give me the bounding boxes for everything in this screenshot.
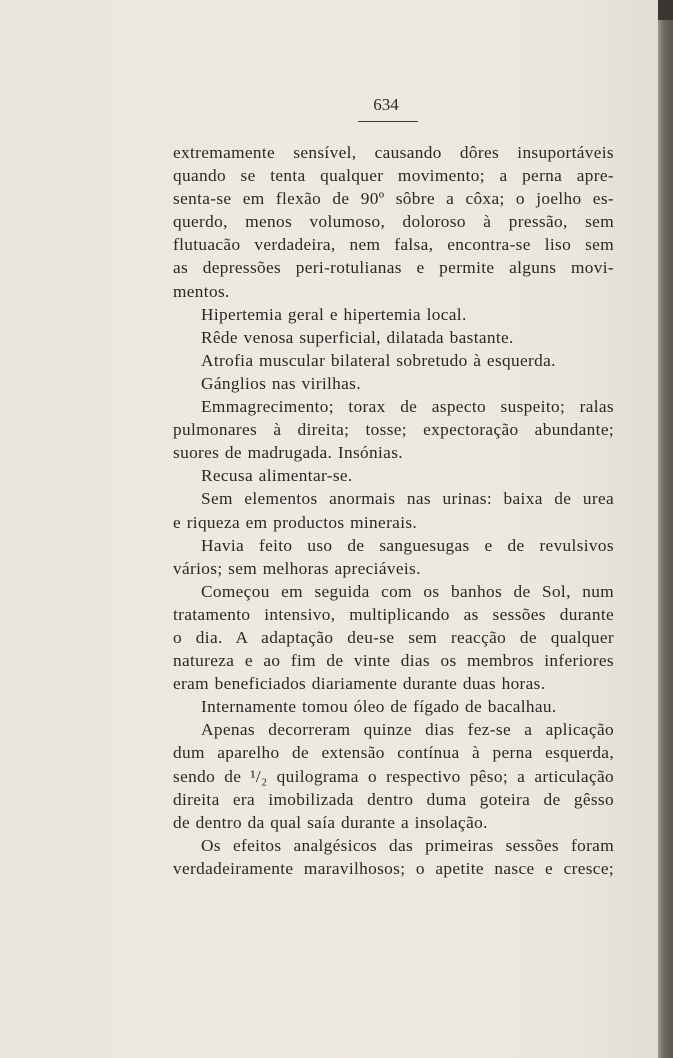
text-line: Internamente tomou óleo de fígado de bacalhau. xyxy=(201,697,557,717)
text-line: querdo, menos volumoso, doloroso à pressão, sem xyxy=(173,212,614,232)
text-line: pulmonares à direita; tosse; expectoração abundante; xyxy=(173,420,614,440)
text-line: Apenas decorreram quinze dias fez-se a aplicação xyxy=(201,720,614,740)
text-line: de dentro da qual saía durante a insolação. xyxy=(173,812,488,832)
text-line: direita era imobilizada dentro duma goteira de gêsso xyxy=(173,789,614,809)
text-line: tratamento intensivo, multiplicando as sessões durante xyxy=(173,604,614,624)
text-line: natureza e ao fim de vinte dias os membros inferiores xyxy=(173,651,614,671)
text-line: Atrofia muscular bilateral sobretudo à esquerda. xyxy=(201,350,556,370)
text-line: flutuacão verdadeira, nem falsa, encontra-se liso sem xyxy=(173,235,614,255)
text-line: Sem elementos anormais nas urinas: baixa de urea xyxy=(201,489,614,509)
text-line: eram beneficiados diariamente durante duas horas. xyxy=(173,674,546,694)
text-line: senta-se em flexão de 90º sôbre a côxa; o joelho es- xyxy=(173,189,614,209)
text-line: verdadeiramente maravilhosos; o apetite nasce e cresce; xyxy=(173,858,614,878)
text-line: vários; sem melhoras apreciáveis. xyxy=(173,558,421,578)
text-line: e riqueza em productos minerais. xyxy=(173,512,418,532)
text-line: suores de madrugada. Insónias. xyxy=(173,443,403,463)
text-line: mentos. xyxy=(173,281,230,301)
text-line: Hipertemia geral e hipertemia local. xyxy=(201,304,467,324)
text-line: Gánglios nas virilhas. xyxy=(201,373,361,393)
page-number: 634 xyxy=(373,95,399,114)
text-line: quando se tenta qualquer movimento; a perna apre- xyxy=(173,166,614,186)
page-number-rule xyxy=(358,121,418,122)
text-line: o dia. A adaptação deu-se sem reacção de qualquer xyxy=(173,627,614,647)
text-line: Recusa alimentar-se. xyxy=(201,466,353,486)
text-line: Começou em seguida com os banhos de Sol, num xyxy=(201,581,614,601)
page-edge-shadow xyxy=(658,0,673,1058)
page-edge-corner xyxy=(658,0,673,20)
text-line: sendo de ¹/₂ quilograma o respectivo pêso; a articulação xyxy=(173,766,614,786)
text-line: dum aparelho de extensão contínua à perna esquerda, xyxy=(173,743,614,763)
body-text xyxy=(173,141,614,880)
text-line: Emmagrecimento; torax de aspecto suspeito; ralas xyxy=(201,397,614,417)
text-line: Havia feito uso de sanguesugas e de revulsivos xyxy=(201,535,614,555)
text-line: as depressões peri-rotulianas e permite alguns movi- xyxy=(173,258,614,278)
text-line: extremamente sensível, causando dôres insuportáveis xyxy=(173,143,614,162)
text-line: Os efeitos analgésicos das primeiras sessões foram xyxy=(201,835,614,855)
text-line: Rêde venosa superficial, dilatada bastante. xyxy=(201,327,514,347)
